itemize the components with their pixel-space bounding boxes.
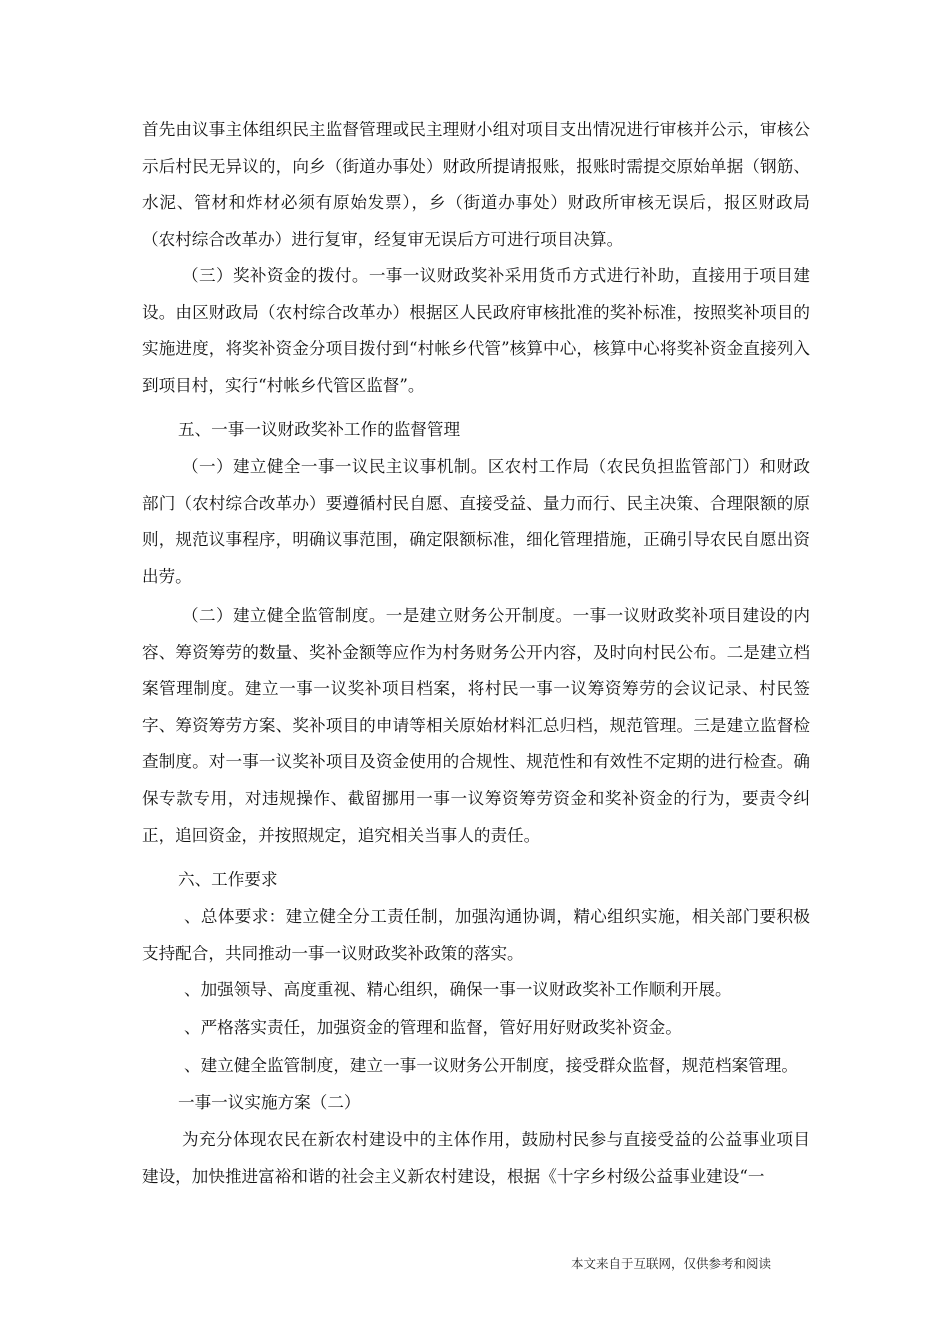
paragraph-supervision-system: （二）建立健全监管制度。一是建立财务公开制度。一事一议财政奖补项目建设的内容、筹资筹劳的数量、奖补金额等应作为村务财务公开内容，及时向村民公布。二是建立档案管理制度。建立一事一议奖补项目档案，将村民一事一议筹资筹劳的会议记录、村民签字、筹资筹劳方案、奖补项目的申请等相关原始材料汇总归档，规范管理。三是建立监督检查制度。对一事一议奖补项目及资金使用的合规性、规范性和有效性不定期的进行检查。确保专款专用，对违规操作、截留挪用一事一议筹资筹劳资金和奖补资金的行为，要责令纠正，追回资金，并按照规定，追究相关当事人的责任。: [142, 606, 810, 845]
footer-note: 本文来自于互联网，仅供参考和阅读: [571, 1256, 772, 1271]
paragraph-fund-disbursement: （三）奖补资金的拨付。一事一议财政奖补采用货币方式进行补助，直接用于项目建设。由区财政局（农村综合改革办）根据区人民政府审核批准的奖补标准，按照奖补项目的实施进度，将奖补资金分项目拨付到“村帐乡代管”核算中心，核算中心将奖补资金直接列入到项目村，实行“村帐乡代管区监督”。: [142, 266, 810, 395]
paragraph-audit-reimbursement: 首先由议事主体组织民主监督管理或民主理财小组对项目支出情况进行审核并公示，审核公示后村民无异议的，向乡（街道办事处）财政所提请报账，报账时需提交原始单据（钢筋、水泥、管材和炸材必须有原始发票），乡（街道办事处）财政所审核无误后，报区财政局（农村综合改革办）进行复审，经复审无误后方可进行项目决算。: [142, 120, 810, 249]
paragraph-intro: 为充分体现农民在新农村建设中的主体作用，鼓励村民参与直接受益的公益事业项目建设，加快推进富裕和谐的社会主义新农村建设，根据《十字乡村级公益事业建设“一: [142, 1130, 810, 1186]
requirement-item-overall: 、总体要求：建立健全分工责任制，加强沟通协调，精心组织实施，相关部门要积极支持配合，共同推动一事一议财政奖补政策的落实。: [142, 907, 810, 963]
requirement-item-monitoring: 、建立健全监管制度，建立一事一议财务公开制度，接受群众监督，规范档案管理。: [184, 1056, 798, 1075]
document-subtitle: 一事一议实施方案（二）: [178, 1093, 361, 1112]
paragraph-democratic-mechanism: （一）建立健全一事一议民主议事机制。区农村工作局（农民负担监管部门）和财政部门（农村综合改革办）要遵循村民自愿、直接受益、量力而行、民主决策、合理限额的原则，规范议事程序，明确议事范围，确定限额标准，细化管理措施，正确引导农民自愿出资出劳。: [142, 457, 810, 586]
section-heading-supervision: 五、一事一议财政奖补工作的监督管理: [178, 420, 461, 439]
requirement-item-leadership: 、加强领导、高度重视、精心组织，确保一事一议财政奖补工作顺利开展。: [184, 980, 732, 999]
requirement-item-responsibility: 、严格落实责任，加强资金的管理和监督，管好用好财政奖补资金。: [184, 1018, 682, 1037]
section-heading-requirements: 六、工作要求: [178, 870, 278, 889]
